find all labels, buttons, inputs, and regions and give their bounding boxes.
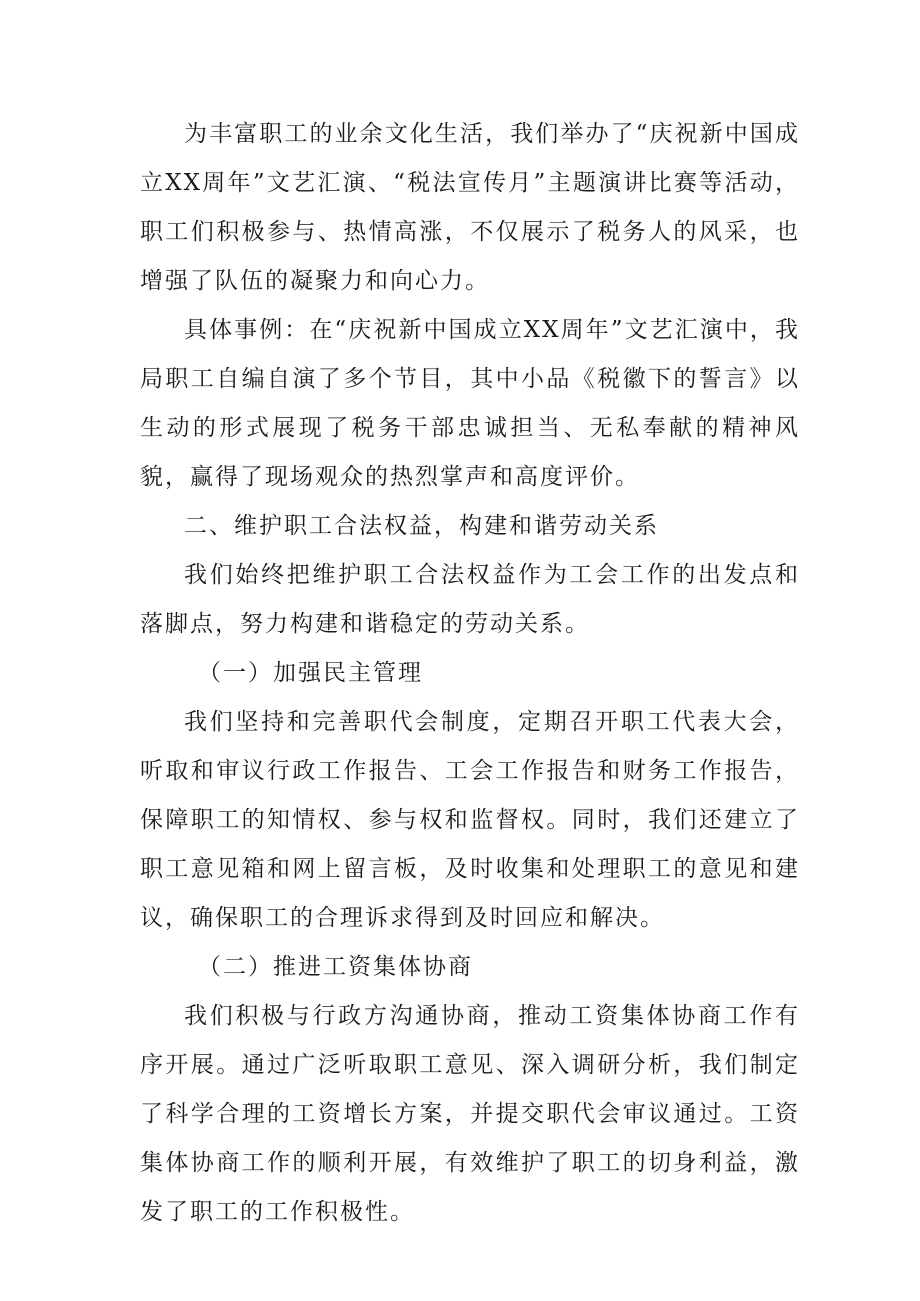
paragraph-wage-negotiation: 我们积极与行政方沟通协商，推动工资集体协商工作有序开展。通过广泛听取职工意见、深入调研分析，我们制定了科学合理的工资增长方案，并提交职代会审议通过。工资集体协商工作的顺利开展，有效维护了职工的切身利益，激发了职工的工作积极性。 [140,1003,800,1225]
subheading-wage-negotiation: （二）推进工资集体协商 [198,954,473,980]
paragraph-cultural-activities: 为丰富职工的业余文化生活，我们举办了“庆祝新中国成立XX周年”文艺汇演、“税法宣传月”主题演讲比赛等活动，职工们积极参与、热情高涨，不仅展示了税务人的风采，也增强了队伍的凝聚力和向心力。 [140,121,800,294]
paragraph-specific-example: 具体事例：在“庆祝新中国成立XX周年”文艺汇演中，我局职工自编自演了多个节目，其中小品《税徽下的誓言》以生动的形式展现了税务干部忠诚担当、无私奉献的精神风貌，赢得了现场观众的热烈掌声和高度评价。 [140,317,800,490]
section-heading-protect-rights: 二、维护职工合法权益，构建和谐劳动关系 [184,513,659,539]
paragraph-rights-intro: 我们始终把维护职工合法权益作为工会工作的出发点和落脚点，努力构建和谐稳定的劳动关系。 [140,562,800,637]
paragraph-democratic-management: 我们坚持和完善职代会制度，定期召开职工代表大会，听取和审议行政工作报告、工会工作报告和财务工作报告，保障职工的知情权、参与权和监督权。同时，我们还建立了职工意见箱和网上留言板，及时收集和处理职工的意见和建议，确保职工的合理诉求得到及时回应和解决。 [140,709,800,931]
subheading-democratic-management: （一）加强民主管理 [198,660,423,686]
